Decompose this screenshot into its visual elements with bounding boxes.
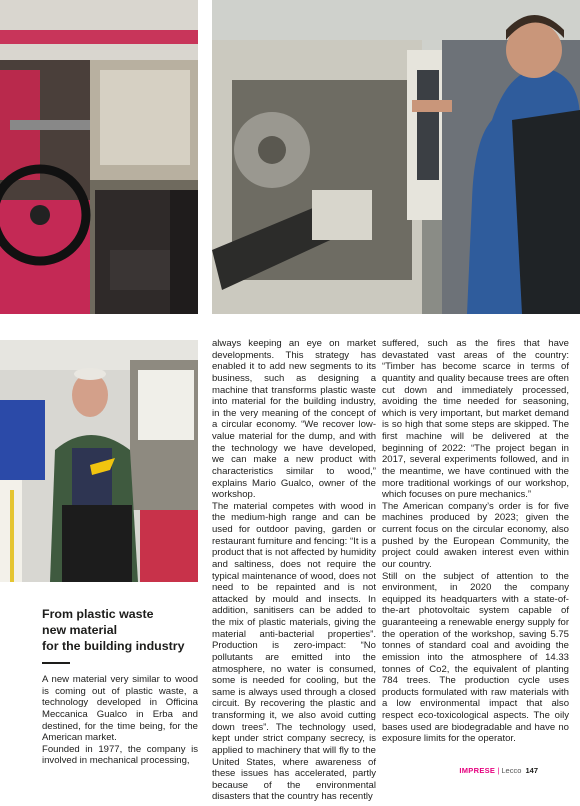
paragraph: Founded in 1977, the company is involved in mechanical processing,	[42, 743, 198, 767]
paragraph: A new material very similar to wood is coming out of plastic waste, a technology developed in Officina Meccanica Gualco in Erba and destined, for the time being, for the American market.	[42, 674, 198, 744]
photo-lathe-operator	[212, 0, 580, 314]
paragraph: always keeping an eye on market developments. This strategy has enabled it to add new segments to its business, such as designing a machine that transforms plastic waste into material for the building industry, in the very meaning of the concept of a circular economy. “We recover low-value material for the dump, and with the technology we have developed, we can make a new product with characteristics similar to wood,” explains Mario Gualco, owner of the workshop.	[212, 338, 376, 501]
headline-divider	[42, 662, 70, 664]
paragraph: The American company’s order is for five machines produced by 2023; given the current focus on the circular economy, also pushed by the European Community, the project could awaken interest even within our country.	[382, 500, 569, 570]
location-name: Lecco	[501, 766, 522, 775]
footer-separator: |	[497, 766, 500, 775]
section-name: IMPRESE	[459, 766, 496, 775]
article-headline	[42, 606, 202, 654]
page-footer	[459, 766, 538, 776]
photo-owner-portrait	[0, 340, 198, 582]
paragraph: suffered, such as the fires that have devastated vast areas of the country: “Timber has become scarce in terms of quantity and quality because trees are often cut down and immediately processed, avoiding the time needed for seasoning, which is very important, but market demand is so high that some steps are skipped. The first machine will be delivered at the beginning of 2022: “The project began in 2017, several experiments followed, and in the meantime, we have continued with the more traditional workings of our workshop, which focuses on pure mechanics.”	[382, 338, 569, 501]
photo-machine-handwheel	[0, 0, 198, 314]
paragraph: Still on the subject of attention to the environment, in 2020 the company equipped its headquarters with a state-of-the-art photovoltaic system capable of guaranteeing a renewable energy supply for the operation of the workshop, saving 5.75 tonnes of standard coal and avoiding the emission into the atmosphere of 14.33 tonnes of Co2, the equivalent of planting 784 trees. The production cycle uses products formulated with raw materials with a low environmental impact that also respect eco-toxicological aspects. The oily bases used are biodegradable and have no exposure limits for the operator.	[382, 570, 569, 745]
headline-line: From plastic waste	[42, 607, 154, 621]
paragraph: The material competes with wood in the medium-high range and can be used for outdoor paving, garden or restaurant furniture and fencing: “It is a product that is not affected by humidity and saltiness, does not require the typical maintenance of wood, does not need to be repainted and is not attacked by mould and insects. In addition, sanitisers can be added to the mix of plastic materials, giving the material anti-bacterial properties”. Production is zero-impact: “No pollutants are emitted into the atmosphere, no water is consumed, some is needed for cooling, but the same is always used through a closed circuit. By recovering the plastic and transforming it, we also avoid cutting down trees”. The technology used, kept under strict company secrecy, is applied to machinery that will fly to the United States, where awareness of these issues has accelerated, partly because of the environmental disasters that the country has recently	[212, 500, 376, 803]
headline-line: new material	[42, 623, 118, 637]
headline-line: for the building industry	[42, 639, 185, 653]
article-column-1	[42, 674, 198, 767]
article-column-3	[382, 338, 569, 745]
article-column-2	[212, 338, 376, 803]
page-number: 147	[525, 766, 538, 775]
